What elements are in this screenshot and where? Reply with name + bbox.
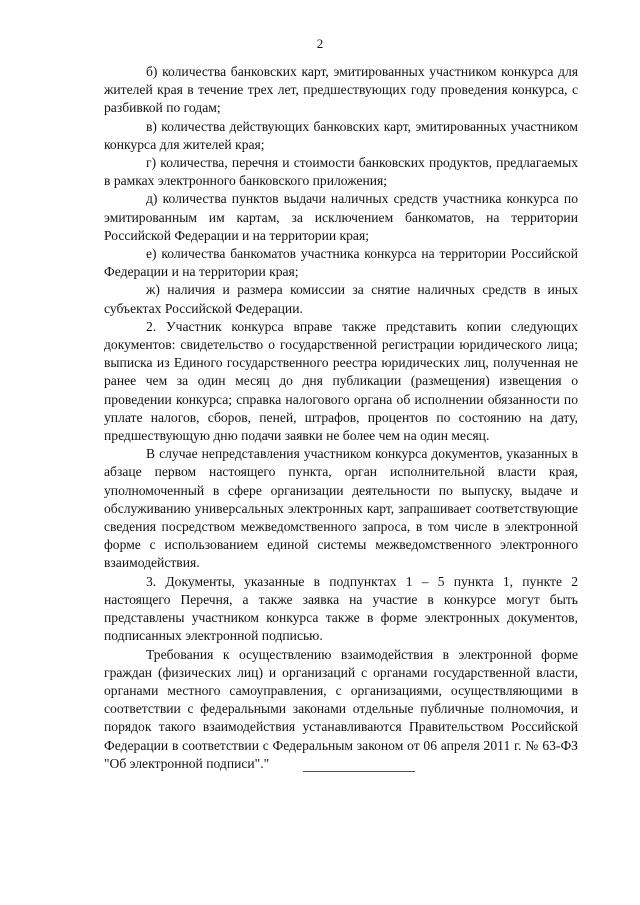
paragraph-v: в) количества действующих банковских карт, эмитированных участником конкурса для жителей края; [104, 118, 578, 152]
paragraph-zh: ж) наличия и размера комиссии за снятие наличных средств в иных субъектах Российской Федерации. [104, 282, 578, 316]
paragraph-requirements: Требования к осуществлению взаимодействия в электронной форме граждан (физических лиц) и организаций с органами государственной власти, органами местного самоуправления, с организациями, осуществляющими в соответствии с федеральными законами отдельные публичные полномочия, и порядок такого взаимодействия устанавливаются Правительством Российской Федерации в соответствии с Федеральным законом от 06 апреля 2011 г. № 63-ФЗ "Об электронной подписи"." [104, 646, 578, 771]
paragraph-2: 2. Участник конкурса вправе также представить копии следующих документов: свидетельство о государственной регистрации юридического лица; выписка из Единого государственного реестра юридических лиц, полученная не ранее чем за один месяц до дня публикации (размещения) извещения о проведении конкурса; справка налогового органа об исполнении обязанности по уплате налогов, сборов, пеней, штрафов, процентов по состоянию на дату, предшествующую дню подачи заявки не более чем на один месяц. [104, 318, 578, 444]
document-body [104, 63, 578, 773]
paragraph-b: б) количества банковских карт, эмитированных участником конкурса для жителей края в течение трех лет, предшествующих году проведения конкурса, с разбивкой по годам; [104, 64, 578, 116]
paragraph-d: д) количества пунктов выдачи наличных средств участника конкурса по эмитированным им картам, за исключением банкоматов, на территории Российской Федерации и на территории края; [104, 191, 578, 243]
end-separator-line [303, 771, 415, 772]
paragraph-e: е) количества банкоматов участника конкурса на территории Российской Федерации и на территории края; [104, 246, 578, 280]
paragraph-g: г) количества, перечня и стоимости банковских продуктов, предлагаемых в рамках электронного банковского приложения; [104, 155, 578, 189]
page-number: 2 [316, 36, 324, 51]
paragraph-3: 3. Документы, указанные в подпунктах 1 – 5 пункта 1, пункте 2 настоящего Перечня, а также заявка на участие в конкурсе могут быть представлены участником конкурса также в форме электронных документов, подписанных электронной подписью. [104, 573, 578, 644]
paragraph-non-submission: В случае непредставления участником конкурса документов, указанных в абзаце первом настоящего пункта, орган исполнительной власти края, уполномоченный в сфере организации деятельности по выпуску, выдаче и обслуживанию универсальных электронных карт, запрашивает соответствующие сведения посредством межведомственного запроса, в том числе в электронной форме с использованием единой системы межведомственного электронного взаимодействия. [104, 446, 578, 571]
